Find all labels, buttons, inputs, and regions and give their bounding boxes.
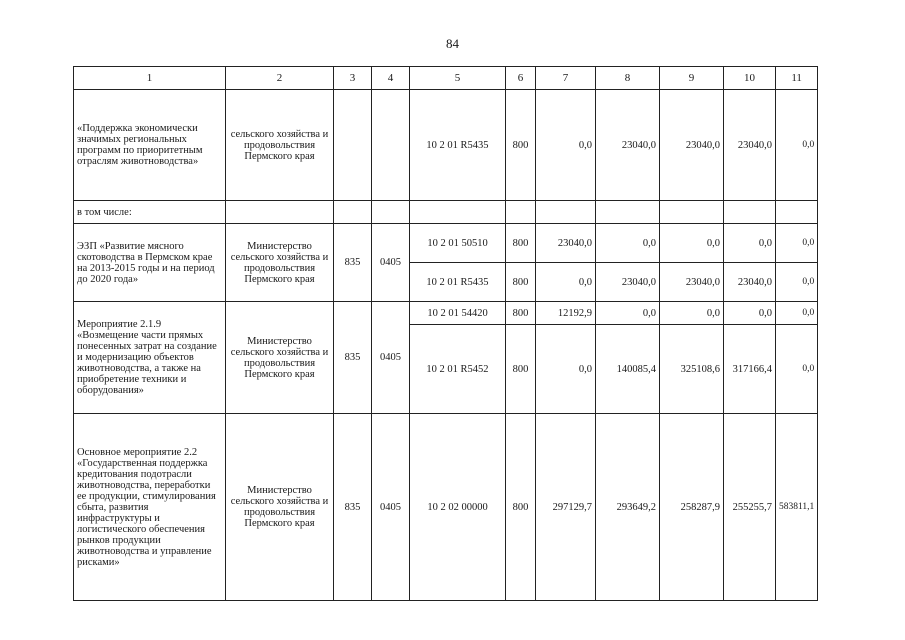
column-header: 7 — [536, 67, 596, 90]
value-col-9: 0,0 — [660, 302, 724, 325]
row-organization: сельского хозяйства и продовольствия Пермского края — [226, 90, 334, 201]
budget-code: 10 2 01 R5435 — [410, 90, 506, 201]
table-row — [74, 224, 818, 263]
rzpr-cell: 0405 — [372, 414, 410, 601]
including-label: в том числе: — [74, 201, 226, 224]
value-col-10: 317166,4 — [724, 325, 776, 414]
rzpr-cell: 0405 — [372, 224, 410, 302]
budget-code: 10 2 01 R5452 — [410, 325, 506, 414]
value-col-9: 258287,9 — [660, 414, 724, 601]
value-col-10: 0,0 — [724, 302, 776, 325]
expense-type: 800 — [506, 224, 536, 263]
value-col-11: 0,0 — [776, 325, 818, 414]
column-header: 2 — [226, 67, 334, 90]
column-header: 5 — [410, 67, 506, 90]
grbs-cell: 835 — [334, 414, 372, 601]
row-organization: Министерство сельского хозяйства и продовольствия Пермского края — [226, 302, 334, 414]
expense-type: 800 — [506, 302, 536, 325]
column-header: 3 — [334, 67, 372, 90]
table-row — [74, 90, 818, 201]
row-organization: Министерство сельского хозяйства и продовольствия Пермского края — [226, 224, 334, 302]
value-col-11: 0,0 — [776, 90, 818, 201]
column-header: 11 — [776, 67, 818, 90]
value-col-7: 12192,9 — [536, 302, 596, 325]
grbs-cell: 835 — [334, 302, 372, 414]
value-col-9: 325108,6 — [660, 325, 724, 414]
value-col-7: 0,0 — [536, 263, 596, 302]
rzpr-cell: 0405 — [372, 302, 410, 414]
value-col-8: 0,0 — [596, 302, 660, 325]
value-col-11: 0,0 — [776, 302, 818, 325]
value-col-11: 0,0 — [776, 224, 818, 263]
row-name: ЭЗП «Развитие мясного скотоводства в Пермском крае на 2013-2015 годы и на период до 2020 года» — [74, 224, 226, 302]
rzpr-cell — [372, 90, 410, 201]
page-number: 84 — [446, 36, 459, 51]
value-col-7: 23040,0 — [536, 224, 596, 263]
budget-code: 10 2 01 50510 — [410, 224, 506, 263]
table-row — [74, 201, 818, 224]
value-col-9: 23040,0 — [660, 263, 724, 302]
budget-code: 10 2 01 R5435 — [410, 263, 506, 302]
column-header: 4 — [372, 67, 410, 90]
value-col-8: 140085,4 — [596, 325, 660, 414]
value-col-11: 0,0 — [776, 263, 818, 302]
grbs-cell — [334, 90, 372, 201]
value-col-8: 23040,0 — [596, 263, 660, 302]
value-col-8: 293649,2 — [596, 414, 660, 601]
expense-type: 800 — [506, 90, 536, 201]
value-col-10: 23040,0 — [724, 90, 776, 201]
value-col-7: 0,0 — [536, 90, 596, 201]
row-name: Мероприятие 2.1.9 «Возмещение части прямых понесенных затрат на создание и модернизацию объектов животноводства, а также на приобретение техники и оборудования» — [74, 302, 226, 414]
value-col-7: 0,0 — [536, 325, 596, 414]
value-col-8: 0,0 — [596, 224, 660, 263]
grbs-cell: 835 — [334, 224, 372, 302]
column-header: 6 — [506, 67, 536, 90]
budget-table — [73, 66, 818, 601]
row-name: «Поддержка экономически значимых региональных программ по приоритетным отраслям животноводства» — [74, 90, 226, 201]
value-col-8: 23040,0 — [596, 90, 660, 201]
table-header-row — [74, 67, 818, 90]
budget-code: 10 2 01 54420 — [410, 302, 506, 325]
table-row — [74, 414, 818, 601]
table-row — [74, 302, 818, 325]
expense-type: 800 — [506, 263, 536, 302]
expense-type: 800 — [506, 414, 536, 601]
value-col-9: 23040,0 — [660, 90, 724, 201]
row-organization: Министерство сельского хозяйства и продовольствия Пермского края — [226, 414, 334, 601]
row-name: Основное мероприятие 2.2 «Государственная поддержка кредитования подотрасли животноводства, переработки ее продукции, стимулирования сбыта, развития инфраструктуры и логистического обеспечения рынков продукции животноводства и управление рисками» — [74, 414, 226, 601]
value-col-11: 583811,1 — [776, 414, 818, 601]
value-col-10: 255255,7 — [724, 414, 776, 601]
expense-type: 800 — [506, 325, 536, 414]
column-header: 10 — [724, 67, 776, 90]
value-col-10: 23040,0 — [724, 263, 776, 302]
value-col-10: 0,0 — [724, 224, 776, 263]
column-header: 9 — [660, 67, 724, 90]
column-header: 1 — [74, 67, 226, 90]
value-col-9: 0,0 — [660, 224, 724, 263]
column-header: 8 — [596, 67, 660, 90]
budget-code: 10 2 02 00000 — [410, 414, 506, 601]
value-col-7: 297129,7 — [536, 414, 596, 601]
